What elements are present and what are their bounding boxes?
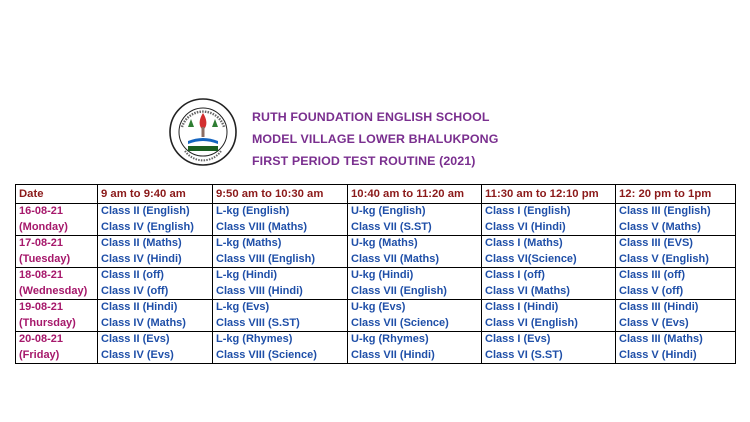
column-header: 9:50 am to 10:30 am xyxy=(213,185,348,204)
slot-cell: U-kg (Maths) Class VII (Maths) xyxy=(348,236,482,268)
slot-cell: Class III (Maths) Class V (Hindi) xyxy=(616,332,736,364)
slot-cell: U-kg (English) Class VII (S.ST) xyxy=(348,204,482,236)
slot-cell: Class III (off) Class V (off) xyxy=(616,268,736,300)
column-header: 11:30 am to 12:10 pm xyxy=(482,185,616,204)
slot-cell: Class II (English) Class IV (English) xyxy=(98,204,213,236)
routine-table xyxy=(15,184,736,364)
slot-cell: L-kg (Evs) Class VIII (S.ST) xyxy=(213,300,348,332)
slot-cell: L-kg (English) Class VIII (Maths) xyxy=(213,204,348,236)
slot-cell: L-kg (Rhymes) Class VIII (Science) xyxy=(213,332,348,364)
column-header: Date xyxy=(16,185,98,204)
column-header: 9 am to 9:40 am xyxy=(98,185,213,204)
slot-cell: Class I (Evs) Class VI (S.ST) xyxy=(482,332,616,364)
column-header: 10:40 am to 11:20 am xyxy=(348,185,482,204)
date-cell: 16-08-21 (Monday) xyxy=(16,204,98,236)
slot-cell: Class I (Maths) Class VI(Science) xyxy=(482,236,616,268)
slot-cell: Class II (Evs) Class IV (Evs) xyxy=(98,332,213,364)
slot-cell: Class I (Hindi) Class VI (English) xyxy=(482,300,616,332)
table-row xyxy=(16,268,736,300)
slot-cell: U-kg (Hindi) Class VII (English) xyxy=(348,268,482,300)
slot-cell: L-kg (Hindi) Class VIII (Hindi) xyxy=(213,268,348,300)
routine-title: FIRST PERIOD TEST ROUTINE (2021) xyxy=(252,154,476,168)
slot-cell: Class II (off) Class IV (off) xyxy=(98,268,213,300)
school-name: RUTH FOUNDATION ENGLISH SCHOOL xyxy=(252,110,490,124)
school-address: MODEL VILLAGE LOWER BHALUKPONG xyxy=(252,132,499,146)
table-row xyxy=(16,204,736,236)
slot-cell: Class III (EVS) Class V (English) xyxy=(616,236,736,268)
slot-cell: Class I (off) Class VI (Maths) xyxy=(482,268,616,300)
table-row xyxy=(16,300,736,332)
date-cell: 19-08-21 (Thursday) xyxy=(16,300,98,332)
slot-cell: Class III (Hindi) Class V (Evs) xyxy=(616,300,736,332)
school-heading xyxy=(252,106,512,172)
date-cell: 17-08-21 (Tuesday) xyxy=(16,236,98,268)
date-cell: 18-08-21 (Wednesday) xyxy=(16,268,98,300)
table-row xyxy=(16,332,736,364)
slot-cell: L-kg (Maths) Class VIII (English) xyxy=(213,236,348,268)
date-cell: 20-08-21 (Friday) xyxy=(16,332,98,364)
slot-cell: Class III (English) Class V (Maths) xyxy=(616,204,736,236)
slot-cell: U-kg (Rhymes) Class VII (Hindi) xyxy=(348,332,482,364)
school-crest-icon xyxy=(168,97,238,167)
slot-cell: Class I (English) Class VI (Hindi) xyxy=(482,204,616,236)
slot-cell: Class II (Hindi) Class IV (Maths) xyxy=(98,300,213,332)
table-header-row xyxy=(16,185,736,204)
slot-cell: Class II (Maths) Class IV (Hindi) xyxy=(98,236,213,268)
table-row xyxy=(16,236,736,268)
slot-cell: U-kg (Evs) Class VII (Science) xyxy=(348,300,482,332)
column-header: 12: 20 pm to 1pm xyxy=(616,185,736,204)
